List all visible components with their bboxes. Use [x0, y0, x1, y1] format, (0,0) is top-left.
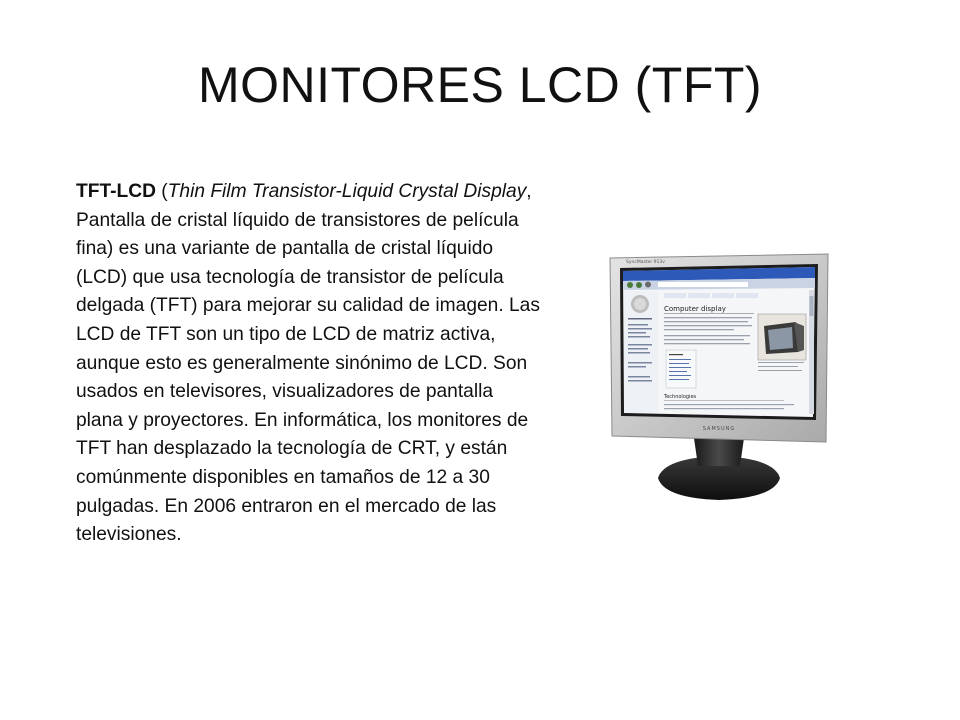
- stand-neck: [694, 438, 744, 466]
- open-paren: (: [155, 181, 168, 202]
- brand-logo: SAMSUNG: [702, 426, 736, 432]
- term-tft-lcd: TFT-LCD: [76, 181, 156, 202]
- description-paragraph: [76, 178, 542, 550]
- screen-subheading: Technologies: [664, 394, 697, 400]
- english-name: Thin Film Transistor-Liquid Crystal Display: [167, 181, 527, 202]
- screen-heading: Computer display: [664, 305, 726, 313]
- screen: [623, 267, 815, 417]
- slide-title: MONITORES LCD (TFT): [197, 57, 763, 113]
- description-rest: , Pantalla de cristal líquido de transistores de película fina) es una variante de pantalla de cristal líquido (LCD) que usa tecnología de transistor de película delgada (TFT) para mejorar su calidad de imagen. Las LCD de TFT son un tipo de LCD de matriz activa, aunque esto es generalmente sinónimo de LCD. Son usados en televisores, visualizadores de pantalla plana y proyectores. En informática, los monitores de TFT han desplazado la tecnología de CRT, y están comúnmente disponibles en tamaños de 12 a 30 pulgadas. En 2006 entraron en el mercado de las televisiones.: [76, 181, 540, 546]
- lcd-monitor-drawing: [608, 252, 830, 502]
- bezel-model-label: SyncMaster 913v: [626, 260, 665, 265]
- lcd-monitor-image: [608, 252, 830, 502]
